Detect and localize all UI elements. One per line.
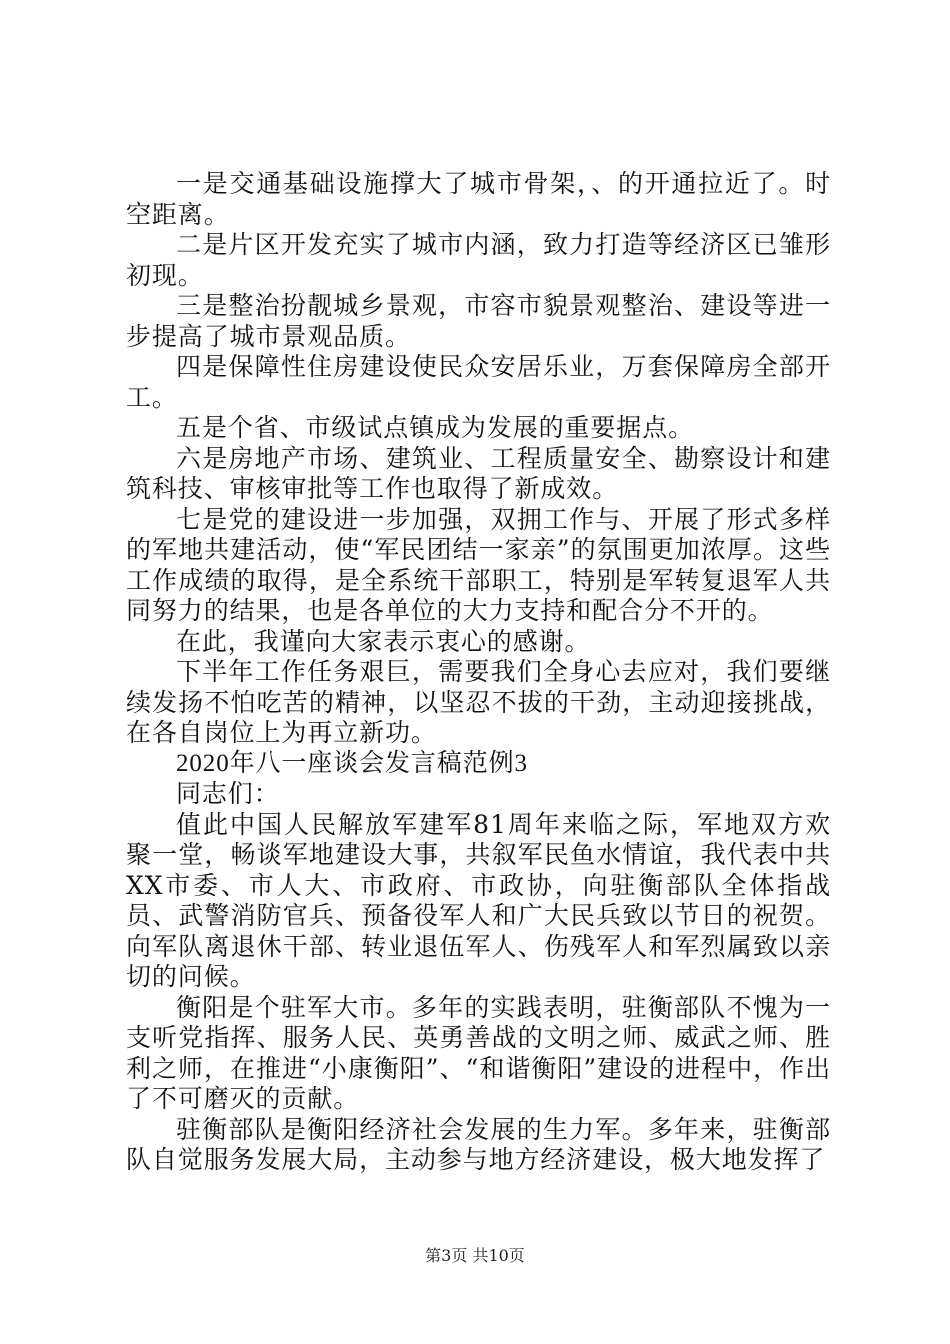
document-body [126,169,831,1176]
paragraph-6: 六是房地产市场、建筑业、工程质量安全、勘察设计和建筑科技、审核审批等工作也取得了新成效。 [126,443,831,503]
paragraph-7: 七是党的建设进一步加强，双拥工作与、开展了形式多样的军地共建活动，使“军民团结一家亲”的氛围更加浓厚。这些工作成绩的取得，是全系统干部职工，特别是军转复退军人共同努力的结果，也是各单位的大力支持和配合分不开的。 [126,504,831,625]
paragraph-1: 一是交通基础设施撑大了城市骨架，、的开通拉近了。时空距离。 [126,169,831,229]
paragraph-3: 三是整治扮靓城乡景观，市容市貌景观整治、建设等进一步提高了城市景观品质。 [126,291,831,351]
section-heading: 2020年八一座谈会发言稿范例3 [176,749,528,777]
paragraph-5: 五是个省、市级试点镇成为发展的重要据点。 [176,413,695,442]
paragraph-12: 值此中国人民解放军建军81周年来临之际，军地双方欢聚一堂，畅谈军地建设大事，共叙军民鱼水情谊，我代表中共XX市委、市人大、市政府、市政协，向驻衡部队全体指战员、武警消防官兵、预备役军人和广大民兵致以节日的祝贺。向军队离退休干部、转业退伍军人、伤残军人和军烈属致以亲切的问候。 [126,809,831,991]
paragraph-8: 在此，我谨向大家表示衷心的感谢。 [176,626,591,656]
paragraph-4: 四是保障性住房建设使民众安居乐业，万套保障房全部开工。 [126,352,831,412]
page-footer: 第3页 共10页 [425,1246,525,1265]
salutation: 同志们： [176,779,280,808]
paragraph-2: 二是片区开发充实了城市内涵，致力打造等经济区已雏形初现。 [126,230,831,290]
paragraph-13: 衡阳是个驻军大市。多年的实践表明，驻衡部队不愧为一支听党指挥、服务人民、英勇善战的文明之师、威武之师、胜利之师，在推进“小康衡阳”、“和谐衡阳”建设的进程中，作出了不可磨灭的贡献。 [126,992,831,1113]
paragraph-9: 下半年工作任务艰巨，需要我们全身心去应对，我们要继续发扬不怕吃苦的精神，以坚忍不拔的干劲，主动迎接挑战，在各自岗位上为再立新功。 [126,657,831,747]
paragraph-14: 驻衡部队是衡阳经济社会发展的生力军。多年来，驻衡部队自觉服务发展大局，主动参与地方经济建设，极大地发挥了 [126,1114,831,1174]
